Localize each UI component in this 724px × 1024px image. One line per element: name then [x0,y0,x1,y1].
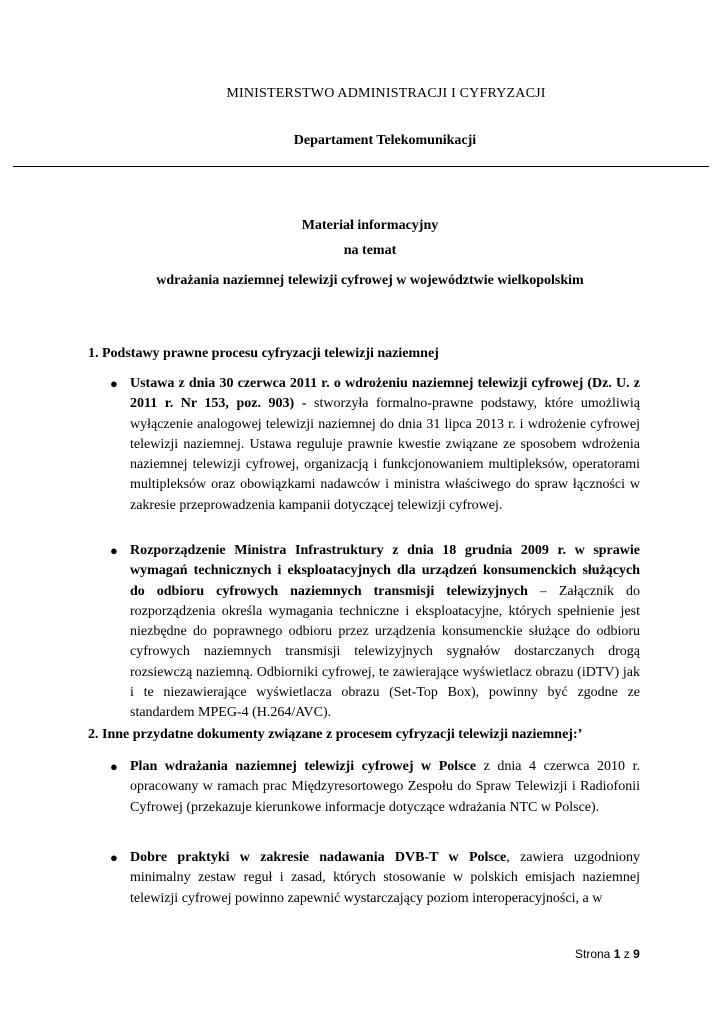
header-divider [13,166,709,167]
document-title-line1: Materiał informacyjny [301,218,439,233]
bullet-icon: ● [110,850,118,865]
list-item [110,848,640,909]
document-description: z dnia 4 czerwca 2010 r. opracowany w ramach prac Międzyresortowego Zespołu do Spraw Telewizji i Radiofonii Cyfrowej (przekazuje kierunkowe informacje dotyczące wdrażania NTC w Polsce). [130,759,640,815]
page-separator: z [620,947,634,961]
section1-heading: 1. Podstawy prawne procesu cyfryzacji telewizji naziemnej [88,346,439,361]
ministry-name: MINISTERSTWO ADMINISTRACJI I CYFRYZACJI [226,86,546,101]
legal-act-description: – Załącznik do rozporządzenia określa wymagania techniczne i eksploatacyjne, których spełnienie jest niezbędne do poprawnego odbioru przez urządzenia konsumenckie służące do odbioru cyfrowych naziemnych transmisji telewizyjnych sygnałów dostarczanych drogą rozsiewczą naziemną. Odbiorniki cyfrowej, te zawierające wyświetlacz obrazu (iDTV) jak i te niezawierające wyświetlacza obrazu (Set-Top Box), powinny być zgodne ze standardem MPEG-4 (H.264/AVC). [130,583,640,721]
list-item [110,374,640,516]
document-title-line3: wdrażania naziemnej telewizji cyfrowej w województwie wielkopolskim [156,273,584,288]
legal-act-title: Ustawa z dnia 30 czerwca 2011 r. o wdrożeniu naziemnej telewizji cyfrowej (Dz. U. z 2011 r. Nr 153, poz. 903) - [130,376,640,412]
page-number [575,947,640,961]
legal-act-description: stworzyła formalno-prawne podstawy, które umożliwią wyłączenie analogowej telewizji naziemnej do dnia 31 lipca 2013 r. i wdrożenie cyfrowej telewizji naziemnej. Ustawa reguluje prawnie kwestie związane ze sposobem wdrożenia naziemnej telewizji cyfrowej, organizacją i funkcjonowaniem multipleksów, operatorami multipleksów oraz obowiązkami nadawców i ministra właściwego do spraw łączności w zakresie przeprowadzenia kampanii dotyczącej telewizji cyfrowej. [130,396,640,513]
bullet-icon: ● [110,376,118,391]
section2-heading: 2. Inne przydatne dokumenty związane z procesem cyfryzacji telewizji naziemnej:’ [88,727,583,742]
document-description: , zawiera uzgodniony minimalny zestaw reguł i zasad, których stosowanie w polskich emisjach naziemnej telewizji cyfrowej powinno zapewnić wystarczający poziom interoperacyjności, a w [130,850,640,906]
bullet-icon: ● [110,759,118,774]
legal-act-title: Rozporządzenie Ministra Infrastruktury z dnia 18 grudnia 2009 r. w sprawie wymagań technicznych i eksploatacyjnych dla urządzeń konsumenckich służących do odbioru cyfrowych naziemnych transmisji telewizyjnych [130,543,640,599]
page-label: Strona [575,947,614,961]
list-item [110,757,640,818]
document-title-line2: na temat [343,243,397,258]
document-title: Plan wdrażania naziemnej telewizji cyfrowej w Polsce [130,759,477,774]
document-title: Dobre praktyki w zakresie nadawania DVB-T w Polsce [130,850,507,865]
bullet-icon: ● [110,543,118,558]
department-name: Departament Telekomunikacji [293,133,477,148]
list-item [110,541,640,724]
page-current: 1 [613,947,621,961]
page-total: 9 [633,947,640,961]
